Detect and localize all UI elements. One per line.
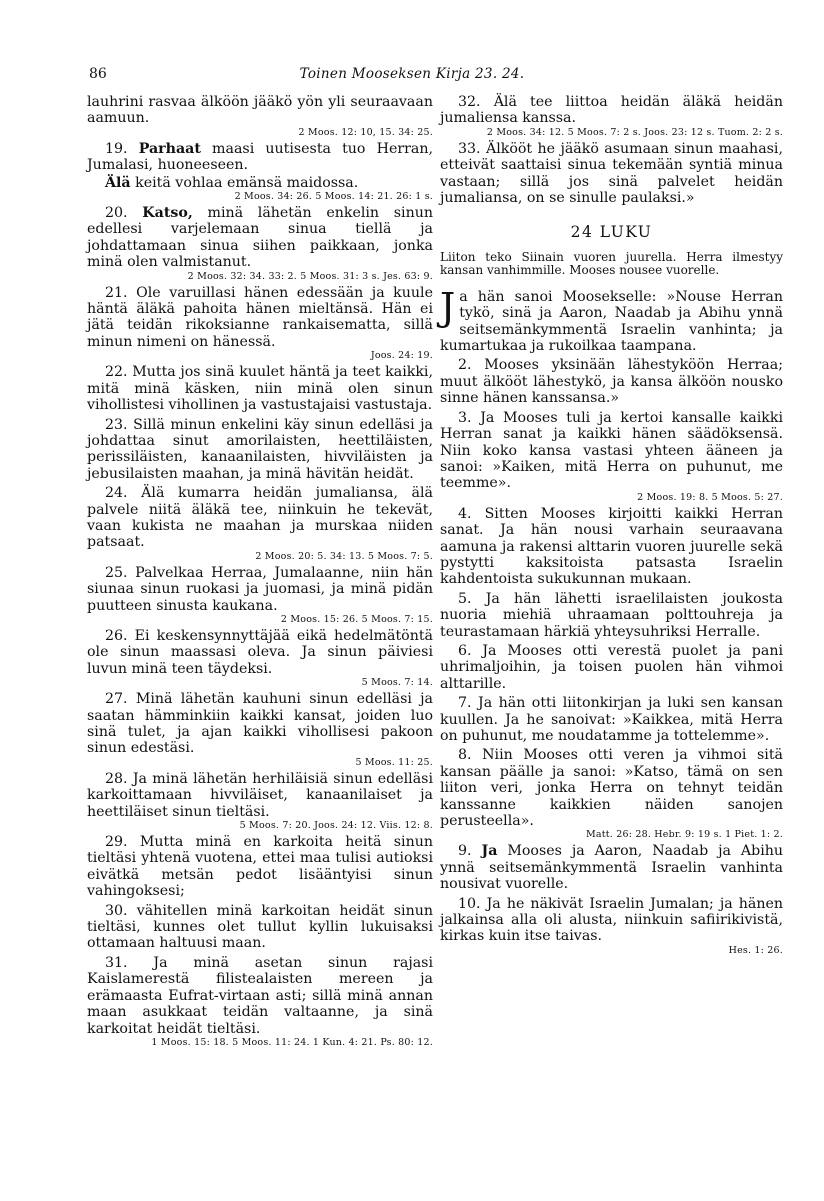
verse-25: 25. Palvelkaa Herraa, Jumalaanne, niin hän siunaa sinun ruokasi ja juomasi, ja minä pidän puutteen sinusta kaukana. 2 Moos. 15: 26. 5 Moos. 7: 15. bbox=[87, 564, 434, 625]
cross-reference: 2 Moos. 20: 5. 34: 13. 5 Moos. 7: 5. bbox=[255, 550, 433, 562]
verse-9: 9. Ja Mooses ja Aaron, Naadab ja Abihu ynnä seitsemänkymmentä Israelin vanhinta nousivat vuorelle. bbox=[440, 843, 784, 893]
verse-26: 26. Ei keskensynnyttäjää eikä hedelmätöntä ole sinun maassasi oleva. Ja sinun päiviesi luvun minä teen täydeksi. 5 Moos. 7: 14. bbox=[87, 627, 433, 689]
running-title: Toinen Mooseksen Kirja 23. 24. bbox=[299, 66, 525, 82]
verse-20: 20. Katso, minä lähetän enkelin sinun edellesi varjelemaan sinua tiellä ja johdattamaan sinua siihen paikkaan, jonka minä olen valmistanut. 2 Moos. 32: 34. 33: 2. 5 Moos. 31: 3 s. Jes. 63: 9. bbox=[87, 205, 433, 282]
verse-1: Ja hän sanoi Moosekselle: »Nouse Herran tykö, sinä ja Aaron, Naadab ja Abihu ynnä seitsemänkymmentä Israelin vanhinta; ja kumartukaa ja rukoilkaa taampana. bbox=[440, 284, 783, 355]
cross-reference: Hes. 1: 26. bbox=[728, 944, 783, 956]
verse-8: 8. Niin Mooses otti veren ja vihmoi sitä kansan päälle ja sanoi: »Katso, tämä on sen liiton veri, jonka Herra on tehnyt teidän kanssanne kaikkien näiden sanojen perusteella». Matt. 26: 28. Hebr. 9: 19 s. 1 Piet. 1: 2. bbox=[440, 747, 783, 841]
chapter-summary: Liiton teko Siinain vuoren juurella. Herra ilmestyy kansan vanhimmille. Mooses nousee vuorelle. bbox=[440, 249, 783, 277]
chapter-heading: 24 LUKU bbox=[570, 223, 653, 242]
cross-reference: Joos. 24: 19. bbox=[370, 350, 433, 362]
verse-27: 27. Minä lähetän kauhuni sinun edelläsi ja saatan hämminkiin kaikki kansat, joiden luo sinä tulet, ja ajan kaikki vihollisesi pakoon sinun edestäsi. 5 Moos. 11: 25. bbox=[87, 691, 433, 768]
cross-reference: 2 Moos. 15: 26. 5 Moos. 7: 15. bbox=[280, 613, 433, 625]
left-column bbox=[87, 94, 433, 1051]
cross-reference: 2 Moos. 34: 26. 5 Moos. 14: 21. 26: 1 s. bbox=[234, 191, 433, 203]
verse-21: 21. Ole varuillasi hänen edessään ja kuule häntä äläkä pahoita hänen mieltänsä. Hän ei jätä teidän rikoksianne rankaisematta, sillä minun nimeni on hänessä. Joos. 24: 19. bbox=[87, 284, 433, 362]
cross-reference: 1 Moos. 15: 18. 5 Moos. 11: 24. 1 Kun. 4: 21. Ps. 80: 12. bbox=[151, 1036, 433, 1048]
cross-reference: 5 Moos. 11: 25. bbox=[355, 756, 433, 768]
verse-24: 24. Älä kumarra heidän jumaliansa, älä palvele niitä äläkä tee, niinkuin he tekevät, vaan kukista ne maahan ja murskaa niiden patsaat. 2 Moos. 20: 5. 34: 13. 5 Moos. 7: 5. bbox=[87, 485, 433, 562]
cross-reference: 2 Moos. 32: 34. 33: 2. 5 Moos. 31: 3 s. Jes. 63: 9. bbox=[187, 270, 433, 282]
cross-reference: 2 Moos. 12: 10, 15. 34: 25. bbox=[298, 126, 433, 138]
cross-reference: 5 Moos. 7: 20. Joos. 24: 12. Viis. 12: 8. bbox=[239, 820, 433, 832]
cross-reference: 2 Moos. 19: 8. 5 Moos. 5: 27. bbox=[637, 491, 783, 503]
verse-4: 4. Sitten Mooses kirjoitti kaikki Herran sanat. Ja hän nousi varhain seuraavana aamuna ja rakensi alttarin vuoren juurelle sekä pystytti kaksitoista patsasta Israelin kahdentoista sukukunnan mukaan. bbox=[440, 505, 784, 588]
verse-33: 33. Älkööt he jääkö asumaan sinun maahasi, etteivät saattaisi sinua tekemään syntiä minua vastaan; sillä jos sinä palvelet heidän jumaliansa, on se sinulle paulaksi.» bbox=[440, 140, 783, 207]
verse-19: 19. Parhaat maasi uutisesta tuo Herran, Jumalasi, huoneeseen. bbox=[87, 140, 434, 174]
verse-28: 28. Ja minä lähetän herhiläisiä sinun edelläsi karkoittamaan hivviläiset, kanaanilaiset ja heettiläiset sinun tieltäsi. 5 Moos. 7: 20. Joos. 24: 12. Viis. 12: 8. bbox=[87, 770, 433, 832]
right-column bbox=[440, 94, 783, 959]
cross-reference: 2 Moos. 34: 12. 5 Moos. 7: 2 s. Joos. 23: 12 s. Tuom. 2: 2 s. bbox=[486, 126, 783, 138]
cross-reference: Matt. 26: 28. Hebr. 9: 19 s. 1 Piet. 1: 2. bbox=[585, 829, 783, 841]
verse-7: 7. Ja hän otti liitonkirjan ja luki sen kansan kuullen. Ja he sanoivat: »Kaikkea, mitä Herra on puhunut, me noudatamme ja tottelemme». bbox=[440, 695, 784, 744]
verse-19-continued: Älä keitä vohlaa emänsä maidossa. 2 Moos. 34: 26. 5 Moos. 14: 21. 26: 1 s. bbox=[87, 175, 433, 202]
verse-23: 23. Sillä minun enkelini käy sinun edelläsi ja johdattaa sinut amorilaisten, heettiläisten, perissiläisten, kanaanilaisten, hivviläisten ja jebusilaisten maahan, ja minä hävitän heidät. bbox=[87, 416, 433, 482]
verse-2: 2. Mooses yksinään lähestyköön Herraa; muut älkööt lähestykö, ja kansa älköön nousko sinne hänen kanssansa.» bbox=[440, 357, 784, 407]
verse-32: 32. Älä tee liittoa heidän äläkä heidän jumaliensa kanssa. 2 Moos. 34: 12. 5 Moos. 7: 2 s. Joos. 23: 12 s. Tuom. 2: 2 s. bbox=[440, 94, 783, 138]
page-header bbox=[0, 66, 824, 86]
page-number: 86 bbox=[89, 66, 107, 82]
verse-31: 31. Ja minä asetan sinun rajasi Kaislamerestä filistealaisten mereen ja erämaasta Eufrat-virtaan asti; sillä minä annan maan asukkaat teidän valtaanne, ja sinä karkoitat heidät tieltäsi. 1 Moos. 15: 18. 5 Moos. 11: 24. 1 Kun. 4: 21. Ps. 80: 12. bbox=[87, 954, 433, 1048]
verse-5: 5. Ja hän lähetti israelilaisten joukosta nuoria miehiä uhraamaan polttouhreja ja teurastamaan härkiä yhteysuhriksi Herralle. bbox=[440, 590, 784, 640]
verse-29: 29. Mutta minä en karkoita heitä sinun tieltäsi yhtenä vuotena, ettei maa tulisi autioksi eivätkä metsän pedot lisääntyisi sinun vahingoksesi; bbox=[87, 834, 433, 900]
verse-30: 30. vähitellen minä karkoitan heidät sinun tieltäsi, kunnes olet tullut kyllin lukuisaksi ottamaan haltuusi maan. bbox=[87, 902, 433, 952]
verse-22: 22. Mutta jos sinä kuulet häntä ja teet kaikki, mitä minä käsken, niin minä olen sinun vihollistesi vihollinen ja vastustajaisi vastustaja. bbox=[87, 364, 433, 414]
drop-cap: J bbox=[440, 284, 456, 329]
verse-3: 3. Ja Mooses tuli ja kertoi kansalle kaikki Herran sanat ja kaikki hänen säädöksensä. Niin koko kansa vastasi yhteen ääneen ja sanoi: »Kaiken, mitä Herra on puhunut, me teemme». 2 Moos. 19: 8. 5 Moos. 5: 27. bbox=[440, 409, 783, 503]
verse-18-end: lauhrini rasvaa älköön jääkö yön yli seuraavaan aamuun. 2 Moos. 12: 10, 15. 34: 25. bbox=[87, 94, 433, 138]
verse-10: 10. Ja he näkivät Israelin Jumalan; ja hänen jalkainsa alla oli alusta, niinkuin safiirikivistä, kirkas kuin itse taivas. Hes. 1: 26. bbox=[440, 895, 783, 956]
verse-6: 6. Ja Mooses otti verestä puolet ja pani uhrimaljoihin, ja toisen puolen hän vihmoi alttarille. bbox=[440, 642, 783, 692]
cross-reference: 5 Moos. 7: 14. bbox=[361, 677, 433, 689]
